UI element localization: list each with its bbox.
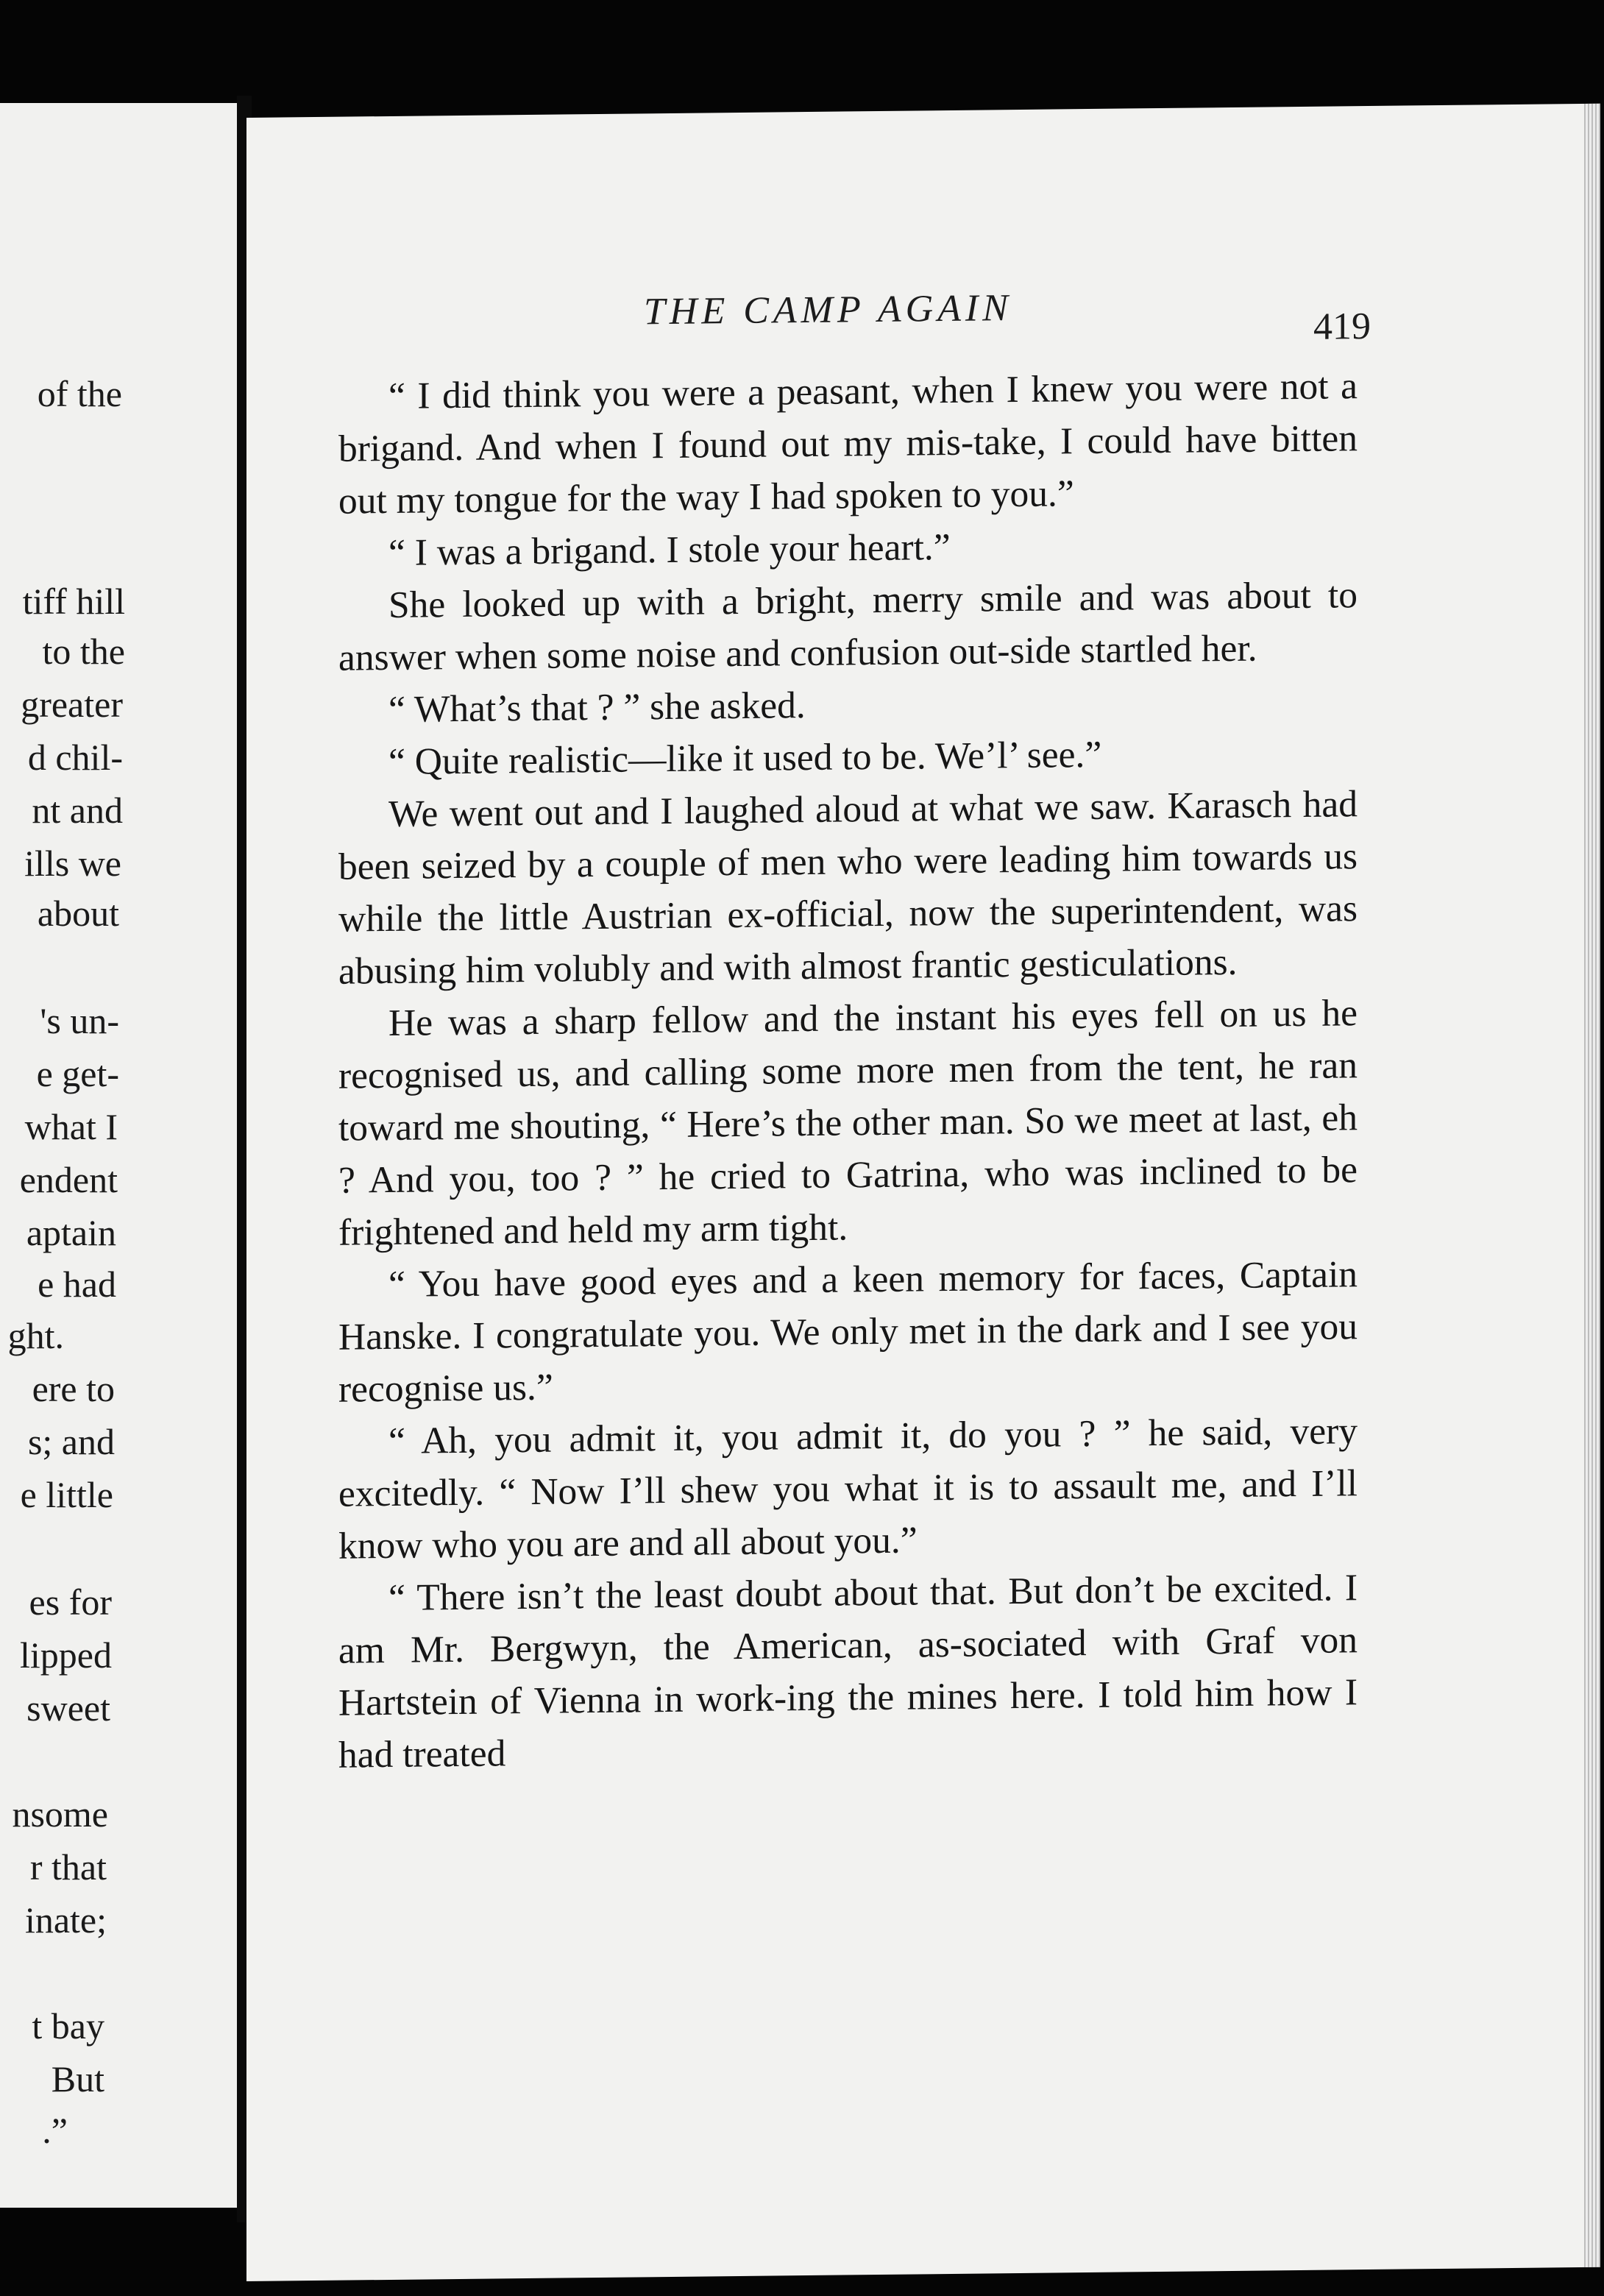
paragraph: “ I did think you were a peasant, when I knew you were not a brigand. And when I found out my mis-take, I could have bitten out my tongue for the way I had spoken to you.” bbox=[338, 365, 1358, 522]
left-page-fragment: greater bbox=[21, 684, 123, 725]
left-page-fragment: tiff hill bbox=[22, 581, 125, 622]
left-page bbox=[0, 103, 237, 2208]
page-number: 419 bbox=[1313, 305, 1371, 348]
right-page bbox=[246, 104, 1600, 2281]
left-page-fragment: nsome bbox=[12, 1793, 108, 1835]
left-page-fragment: of the bbox=[37, 373, 122, 414]
left-page-fragment: e little bbox=[20, 1474, 113, 1515]
paragraph: “ You have good eyes and a keen memory for faces, Captain Hanske. I congratulate you. We only met in the dark and I see you recognise us.” bbox=[338, 1253, 1358, 1411]
paragraph: “ I was a brigand. I stole your heart.” bbox=[388, 525, 951, 574]
left-page-fragment: e get- bbox=[36, 1053, 119, 1094]
left-page-fragment: But bbox=[51, 2058, 104, 2100]
left-page-fragment: lipped bbox=[20, 1634, 112, 1676]
paragraph: He was a sharp fellow and the instant his eyes fell on us he recognised us, and calling some more men from the tent, he ran toward me shouting, “ Here’s the other man. So we meet at last, eh ? And you, too ? ” he cried to Gatrina, who was inclined to be frightened and held my arm tight. bbox=[338, 992, 1358, 1254]
paragraph: “ There isn’t the least doubt about that. But don’t be excited. I am Mr. Bergwyn, the American, as-sociated with Graf von Hartstein of Vienna in work-ing the mines here. I told him how I had treated bbox=[338, 1567, 1358, 1776]
left-page-fragment: s; and bbox=[27, 1421, 115, 1462]
left-page-fragment: es for bbox=[29, 1581, 112, 1623]
left-page-fragment: ere to bbox=[32, 1368, 115, 1409]
left-page-fragment: endent bbox=[19, 1159, 118, 1200]
left-page-fragment: ght. bbox=[7, 1315, 64, 1356]
running-head: THE CAMP AGAIN bbox=[644, 287, 1012, 333]
left-page-fragment: e had bbox=[38, 1264, 116, 1305]
left-page-fragment: what I bbox=[24, 1106, 118, 1147]
left-page-fragment: t bay bbox=[32, 2005, 104, 2047]
left-page-fragment: r that bbox=[29, 1846, 107, 1888]
left-page-fragment: inate; bbox=[24, 1899, 107, 1941]
body-text bbox=[338, 360, 1358, 1782]
left-page-fragment: sweet bbox=[26, 1687, 110, 1729]
paragraph: “ Ah, you admit it, you admit it, do you ? ” he said, very excitedly. “ Now I’ll shew you what it is to assault me, and I’ll know who you are and all about you.” bbox=[338, 1410, 1358, 1567]
left-page-fragment: d chil- bbox=[27, 737, 123, 778]
left-page-fragment: about bbox=[37, 893, 119, 934]
paragraph: “ What’s that ? ” she asked. bbox=[388, 684, 806, 731]
left-page-fragment: aptain bbox=[26, 1212, 116, 1253]
paragraph: “ Quite realistic—like it used to be. We’l’ see.” bbox=[388, 733, 1102, 783]
paragraph: She looked up with a bright, merry smile and was about to answer when some noise and confusion out-side startled her. bbox=[338, 574, 1358, 679]
paragraph: We went out and I laughed aloud at what we saw. Karasch had been seized by a couple of men who were leading him towards us while the little Austrian ex-official, now the superintendent, was abusing him volubly and with almost frantic gesticulations. bbox=[338, 783, 1358, 993]
left-page-fragment: to the bbox=[42, 631, 125, 672]
left-page-fragment: nt and bbox=[32, 790, 123, 831]
left-page-fragment: .” bbox=[42, 2110, 68, 2151]
left-page-fragment: ills we bbox=[24, 843, 121, 884]
left-page-fragment: 's un- bbox=[40, 1000, 119, 1041]
page-edge bbox=[1584, 104, 1600, 2267]
